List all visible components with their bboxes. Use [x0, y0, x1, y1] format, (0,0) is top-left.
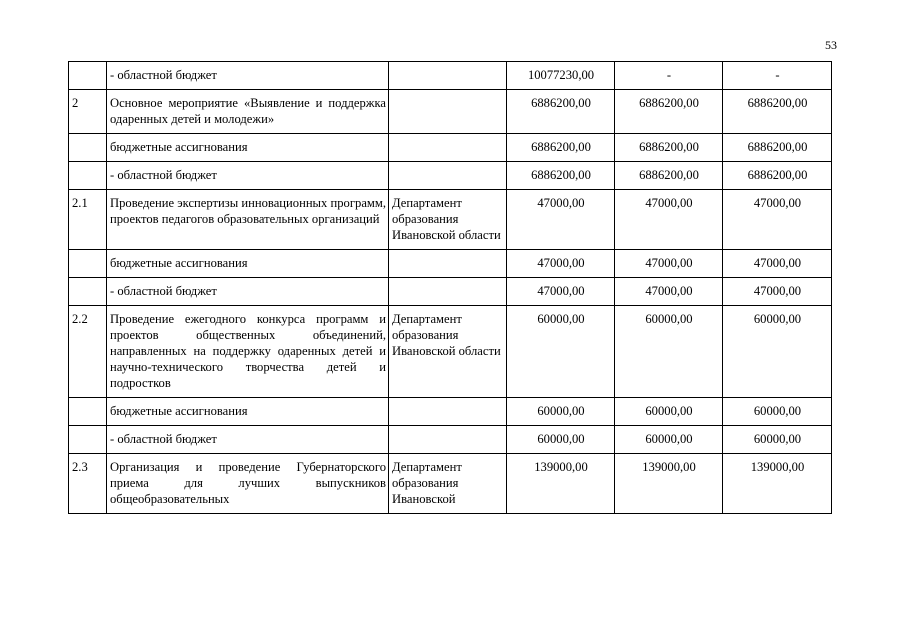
table-row [69, 190, 832, 250]
row-number [69, 278, 107, 306]
budget-table-body [69, 62, 832, 514]
activity-name: бюджетные ассигнования [107, 250, 389, 278]
table-row [69, 134, 832, 162]
amount-year-3: 47000,00 [723, 278, 832, 306]
amount-year-2: 60000,00 [615, 398, 723, 426]
table-row [69, 250, 832, 278]
table-row [69, 398, 832, 426]
amount-year-3: 6886200,00 [723, 90, 832, 134]
executor [389, 134, 507, 162]
amount-year-2: 139000,00 [615, 454, 723, 514]
budget-table [68, 61, 832, 514]
table-row [69, 90, 832, 134]
amount-year-1: 60000,00 [507, 398, 615, 426]
row-number [69, 62, 107, 90]
table-row [69, 306, 832, 398]
table-row [69, 454, 832, 514]
amount-year-3: 60000,00 [723, 398, 832, 426]
activity-name: бюджетные ассигнования [107, 398, 389, 426]
row-number: 2.1 [69, 190, 107, 250]
table-row [69, 426, 832, 454]
table-row [69, 162, 832, 190]
amount-year-1: 60000,00 [507, 306, 615, 398]
activity-name: Проведение экспертизы инновационных программ, проектов педагогов образовательных организаций [107, 190, 389, 250]
row-number [69, 398, 107, 426]
row-number [69, 134, 107, 162]
row-number: 2.3 [69, 454, 107, 514]
amount-year-1: 6886200,00 [507, 134, 615, 162]
amount-year-2: 47000,00 [615, 190, 723, 250]
activity-name: - областной бюджет [107, 278, 389, 306]
executor [389, 250, 507, 278]
table-row [69, 62, 832, 90]
executor [389, 90, 507, 134]
activity-name: - областной бюджет [107, 62, 389, 90]
executor [389, 278, 507, 306]
amount-year-1: 47000,00 [507, 278, 615, 306]
amount-year-1: 10077230,00 [507, 62, 615, 90]
amount-year-2: 6886200,00 [615, 134, 723, 162]
row-number: 2 [69, 90, 107, 134]
row-number [69, 426, 107, 454]
executor [389, 398, 507, 426]
amount-year-2: 6886200,00 [615, 162, 723, 190]
amount-year-1: 47000,00 [507, 250, 615, 278]
row-number: 2.2 [69, 306, 107, 398]
executor [389, 426, 507, 454]
activity-name: - областной бюджет [107, 426, 389, 454]
activity-name: - областной бюджет [107, 162, 389, 190]
activity-name: бюджетные ассигнования [107, 134, 389, 162]
amount-year-1: 6886200,00 [507, 162, 615, 190]
activity-name: Основное мероприятие «Выявление и поддержка одаренных детей и молодежи» [107, 90, 389, 134]
row-number [69, 250, 107, 278]
amount-year-3: - [723, 62, 832, 90]
amount-year-2: - [615, 62, 723, 90]
executor: Департамент образования Ивановской области [389, 306, 507, 398]
amount-year-3: 60000,00 [723, 306, 832, 398]
executor: Департамент образования Ивановской [389, 454, 507, 514]
amount-year-2: 60000,00 [615, 306, 723, 398]
activity-name: Проведение ежегодного конкурса программ и проектов общественных объединений, направленных на поддержку одаренных детей и научно-технического творчества детей и подростков [107, 306, 389, 398]
page-number: 53 [825, 38, 837, 52]
amount-year-3: 60000,00 [723, 426, 832, 454]
amount-year-1: 47000,00 [507, 190, 615, 250]
amount-year-1: 139000,00 [507, 454, 615, 514]
amount-year-3: 47000,00 [723, 250, 832, 278]
amount-year-3: 6886200,00 [723, 162, 832, 190]
amount-year-3: 139000,00 [723, 454, 832, 514]
amount-year-1: 60000,00 [507, 426, 615, 454]
amount-year-3: 47000,00 [723, 190, 832, 250]
amount-year-2: 47000,00 [615, 278, 723, 306]
executor [389, 162, 507, 190]
table-row [69, 278, 832, 306]
executor: Департамент образования Ивановской области [389, 190, 507, 250]
activity-name: Организация и проведение Губернаторского приема для лучших выпускников общеобразовательных [107, 454, 389, 514]
amount-year-2: 60000,00 [615, 426, 723, 454]
amount-year-2: 47000,00 [615, 250, 723, 278]
amount-year-2: 6886200,00 [615, 90, 723, 134]
amount-year-1: 6886200,00 [507, 90, 615, 134]
amount-year-3: 6886200,00 [723, 134, 832, 162]
executor [389, 62, 507, 90]
row-number [69, 162, 107, 190]
